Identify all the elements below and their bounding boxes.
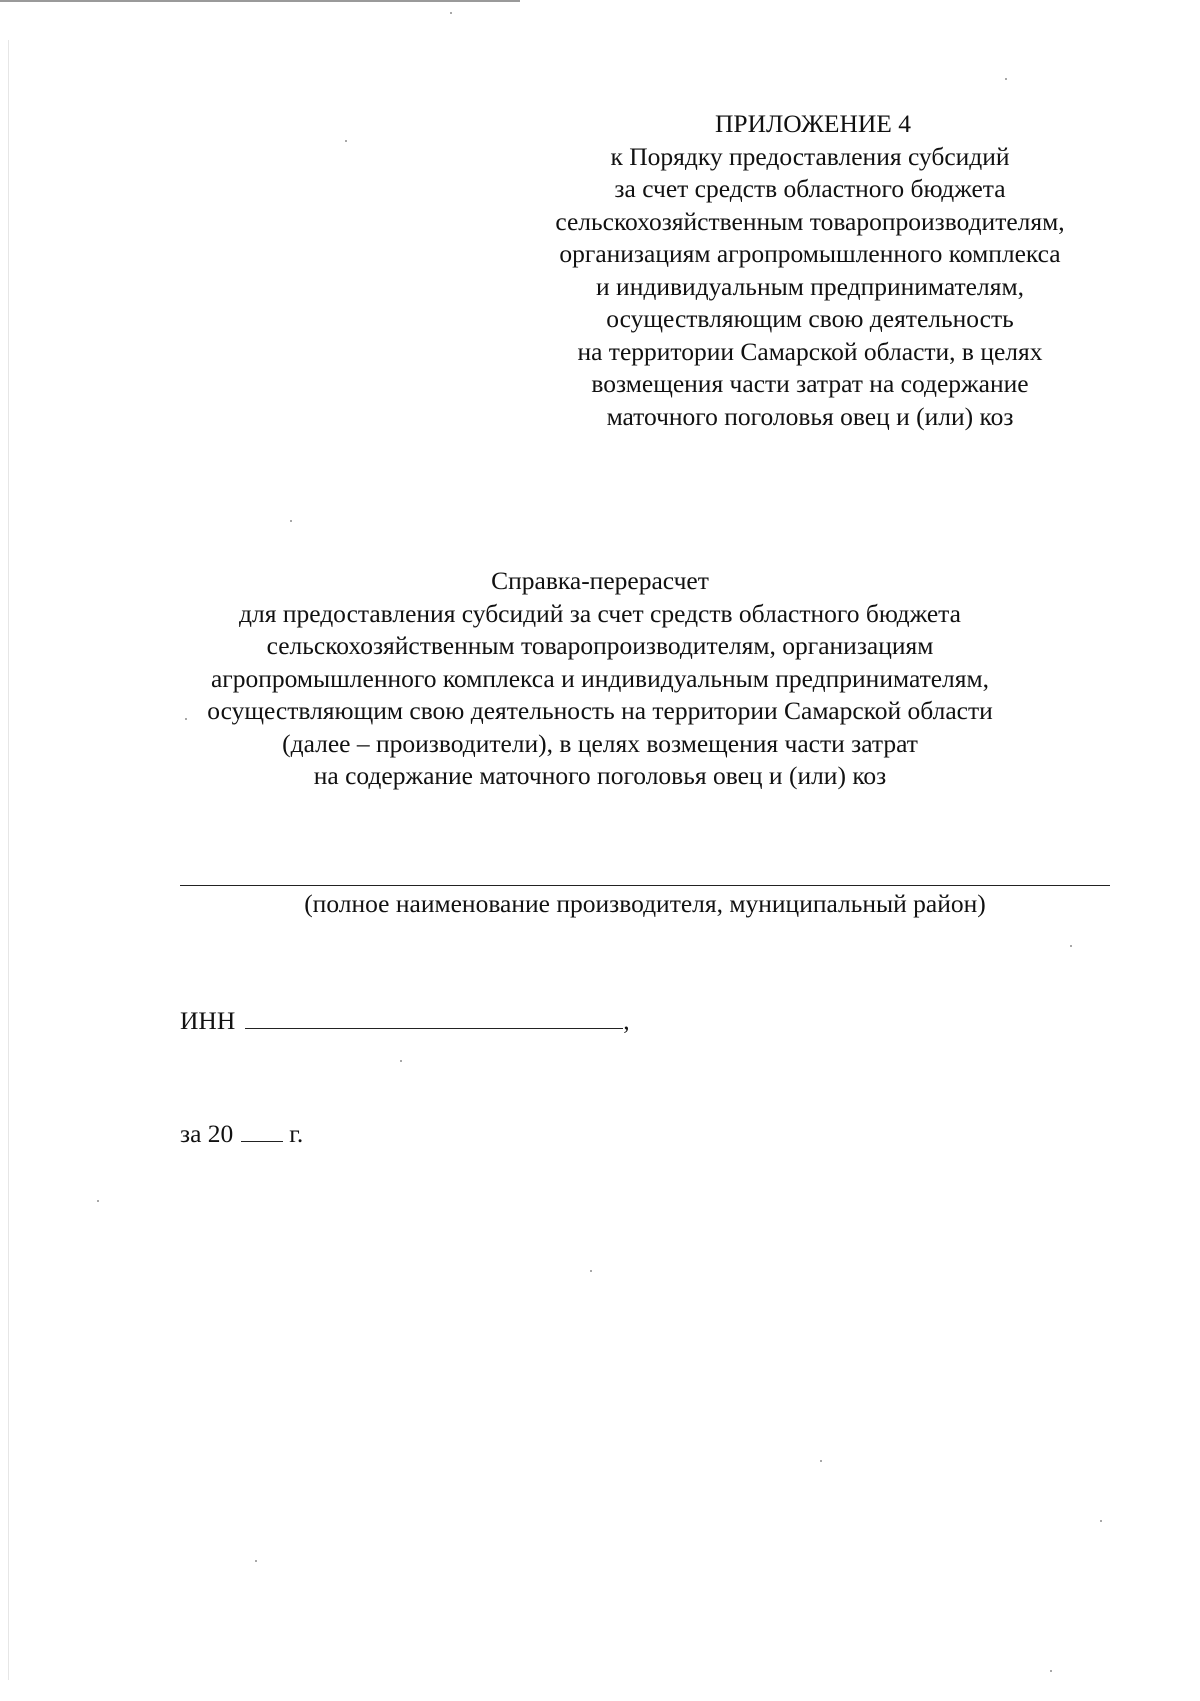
producer-name-blank[interactable] [180, 885, 1110, 886]
annex-line: за счет средств областного бюджета [614, 174, 1006, 203]
certificate-title: Справка-перерасчет [491, 566, 709, 595]
annex-title: ПРИЛОЖЕНИЕ 4 [714, 109, 912, 138]
scan-speck [1005, 78, 1007, 80]
certificate-heading [150, 565, 1050, 793]
scan-speck [1100, 1520, 1102, 1522]
certificate-line: сельскохозяйственным товаропроизводителям, организациям [266, 631, 934, 660]
certificate-line: агропромышленного комплекса и индивидуальным предпринимателям, [210, 663, 990, 693]
certificate-line: осуществляющим свою деятельность на территории Самарской области [207, 696, 993, 725]
scan-speck [185, 718, 187, 720]
scan-speck [820, 1460, 822, 1462]
scan-speck [450, 12, 452, 14]
annex-line: маточного поголовья овец и (или) коз [606, 401, 1014, 431]
scan-edge-left [8, 40, 9, 1680]
scan-speck [590, 1270, 592, 1272]
scan-speck [345, 140, 347, 142]
annex-line: организациям агропромышленного комплекса [559, 239, 1061, 268]
annex-line: возмещения части затрат на содержание [591, 369, 1029, 398]
certificate-line: (далее – производители), в целях возмещения части затрат [282, 728, 918, 758]
inn-field [180, 1004, 630, 1037]
scan-speck [97, 1200, 99, 1202]
annex-line: к Порядку предоставления субсидий [610, 141, 1010, 171]
annex-line: и индивидуальным предпринимателям, [596, 271, 1024, 301]
scan-speck [400, 1060, 402, 1062]
annex-line: на территории Самарской области, в целях [577, 336, 1043, 366]
year-prefix: за 20 [180, 1119, 234, 1148]
annex-header [510, 108, 1110, 433]
year-blank[interactable] [241, 1117, 283, 1142]
scan-speck [255, 1560, 257, 1562]
scan-speck [290, 520, 292, 522]
scan-speck [1050, 1670, 1052, 1672]
inn-comma: , [623, 1006, 630, 1035]
scan-edge-top [0, 0, 520, 2]
year-suffix: г. [289, 1119, 304, 1148]
producer-name-field [180, 885, 1110, 920]
inn-blank[interactable] [245, 1004, 623, 1029]
annex-line: осуществляющим свою деятельность [606, 304, 1014, 333]
certificate-line: для предоставления субсидий за счет средств областного бюджета [239, 598, 961, 628]
scan-speck [1070, 945, 1072, 947]
producer-name-caption: (полное наименование производителя, муниципальный район) [304, 889, 986, 918]
annex-line: сельскохозяйственным товаропроизводителям, [555, 206, 1065, 236]
certificate-line: на содержание маточного поголовья овец и (или) коз [313, 761, 887, 790]
inn-label: ИНН [180, 1006, 236, 1035]
year-field [180, 1117, 303, 1150]
